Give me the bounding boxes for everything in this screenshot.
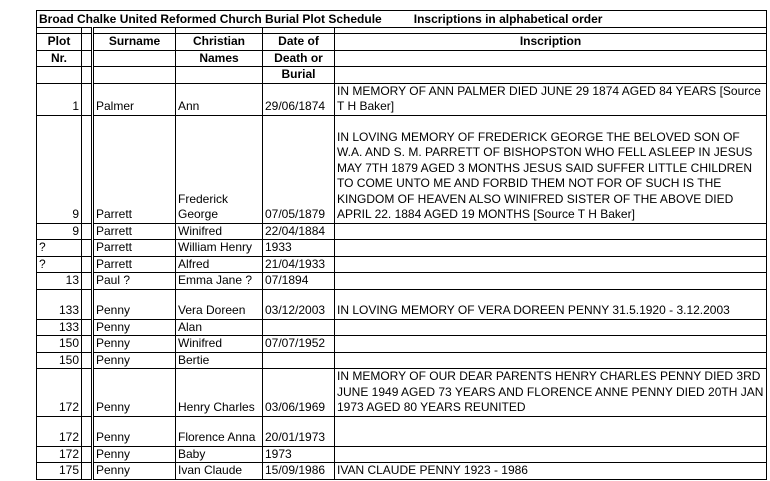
date-cell: 20/01/1973: [263, 416, 335, 446]
schedule-title-cell: [37, 11, 767, 28]
christian-cell: Alfred: [176, 256, 263, 273]
plot-cell: 172: [37, 446, 82, 463]
date-cell: 15/09/1986: [263, 463, 335, 480]
date-cell: 07/07/1952: [263, 336, 335, 353]
christian-cell: Baby: [176, 446, 263, 463]
plot-cell: 9: [37, 115, 82, 223]
plot-cell: 172: [37, 416, 82, 446]
surname-cell: Parrett: [93, 240, 176, 257]
table-row: [37, 336, 767, 353]
inscription-cell: [335, 240, 767, 257]
christian-cell: Ivan Claude: [176, 463, 263, 480]
inscription-cell: [335, 352, 767, 369]
surname-cell: Penny: [93, 463, 176, 480]
plot-cell: 150: [37, 336, 82, 353]
plot-cell: ?: [37, 256, 82, 273]
table-row: [37, 83, 767, 115]
inscription-cell: IN MEMORY OF OUR DEAR PARENTS HENRY CHARLES PENNY DIED 3RD JUNE 1949 AGED 73 YEARS AND FLORENCE ANNE PENNY DIED 20TH JAN 1973 AGED 80 YEARS REUNITED: [335, 369, 767, 417]
inscription-cell: [335, 256, 767, 273]
date-cell: 07/1894: [263, 273, 335, 290]
plot-cell: 13: [37, 273, 82, 290]
header-surname: Surname: [93, 34, 176, 51]
header-plot-1: Plot: [37, 34, 82, 51]
header-christian-2: Names: [176, 50, 263, 67]
christian-cell: Frederick George: [176, 115, 263, 223]
table-row: [37, 240, 767, 257]
plot-cell: 172: [37, 369, 82, 417]
date-cell: 03/06/1969: [263, 369, 335, 417]
date-cell: 21/04/1933: [263, 256, 335, 273]
table-row: [37, 273, 767, 290]
date-cell: 07/05/1879: [263, 115, 335, 223]
table-row: [37, 446, 767, 463]
surname-cell: Penny: [93, 352, 176, 369]
table-row: [37, 289, 767, 319]
date-cell: 29/06/1874: [263, 83, 335, 115]
christian-cell: Winifred: [176, 336, 263, 353]
header-christian-1: Christian: [176, 34, 263, 51]
inscription-cell: [335, 223, 767, 240]
header-row-3: [37, 67, 767, 84]
table-row: [37, 369, 767, 417]
christian-cell: Emma Jane ?: [176, 273, 263, 290]
date-cell: 03/12/2003: [263, 289, 335, 319]
title-row: [37, 11, 767, 28]
schedule-subtitle: Inscriptions in alphabetical order: [413, 11, 603, 26]
inscription-cell: [335, 416, 767, 446]
table-row: [37, 115, 767, 223]
christian-cell: William Henry: [176, 240, 263, 257]
surname-cell: Parrett: [93, 115, 176, 223]
christian-cell: Ann: [176, 83, 263, 115]
surname-cell: Penny: [93, 369, 176, 417]
header-inscription: Inscription: [335, 34, 767, 51]
surname-cell: Parrett: [93, 256, 176, 273]
header-plot-2: Nr.: [37, 50, 82, 67]
plot-cell: 1: [37, 83, 82, 115]
plot-cell: ?: [37, 240, 82, 257]
surname-cell: Palmer: [93, 83, 176, 115]
inscription-cell: [335, 446, 767, 463]
inscription-cell: IN MEMORY OF ANN PALMER DIED JUNE 29 1874 AGED 84 YEARS [Source T H Baker]: [335, 83, 767, 115]
inscription-cell: IN LOVING MEMORY OF FREDERICK GEORGE THE BELOVED SON OF W.A. AND S. M. PARRETT OF BISHOPSTON WHO FELL ASLEEP IN JESUS MAY 7TH 1879 AGED 3 MONTHS JESUS SAID SUFFER LITTLE CHILDREN TO COME UNTO ME AND FORBID THEM NOT FOR OF SUCH IS THE KINGDOM OF HEAVEN ALSO WINIFRED SISTER OF THE ABOVE DIED APRIL 22. 1884 AGED 19 MONTHS [Source T H Baker]: [335, 115, 767, 223]
inscription-cell: IVAN CLAUDE PENNY 1923 - 1986: [335, 463, 767, 480]
inscription-cell: [335, 336, 767, 353]
table-row: [37, 463, 767, 480]
inscription-cell: IN LOVING MEMORY OF VERA DOREEN PENNY 31.5.1920 - 3.12.2003: [335, 289, 767, 319]
header-date-3: Burial: [263, 67, 335, 84]
inscription-cell: [335, 273, 767, 290]
header-date-1: Date of: [263, 34, 335, 51]
date-cell: 1973: [263, 446, 335, 463]
plot-cell: 133: [37, 289, 82, 319]
date-cell: 1933: [263, 240, 335, 257]
christian-cell: Florence Anna: [176, 416, 263, 446]
table-row: [37, 319, 767, 336]
date-cell: [263, 352, 335, 369]
burial-schedule-sheet: [36, 10, 767, 480]
christian-cell: Alan: [176, 319, 263, 336]
header-row-1: [37, 34, 767, 51]
christian-cell: Vera Doreen: [176, 289, 263, 319]
schedule-title: Broad Chalke United Reformed Church Burial Plot Schedule: [39, 11, 382, 26]
plot-cell: 9: [37, 223, 82, 240]
table-row: [37, 352, 767, 369]
inscription-cell: [335, 319, 767, 336]
table-row: [37, 223, 767, 240]
date-cell: 22/04/1884: [263, 223, 335, 240]
burial-schedule-table: [36, 10, 767, 480]
surname-cell: Penny: [93, 336, 176, 353]
surname-cell: Parrett: [93, 223, 176, 240]
surname-cell: Penny: [93, 416, 176, 446]
surname-cell: Paul ?: [93, 273, 176, 290]
surname-cell: Penny: [93, 446, 176, 463]
table-row: [37, 256, 767, 273]
christian-cell: Winifred: [176, 223, 263, 240]
table-row: [37, 416, 767, 446]
header-row-2: [37, 50, 767, 67]
header-date-2: Death or: [263, 50, 335, 67]
christian-cell: Bertie: [176, 352, 263, 369]
date-cell: [263, 319, 335, 336]
christian-cell: Henry Charles: [176, 369, 263, 417]
surname-cell: Penny: [93, 319, 176, 336]
plot-cell: 150: [37, 352, 82, 369]
plot-cell: 133: [37, 319, 82, 336]
plot-cell: 175: [37, 463, 82, 480]
surname-cell: Penny: [93, 289, 176, 319]
